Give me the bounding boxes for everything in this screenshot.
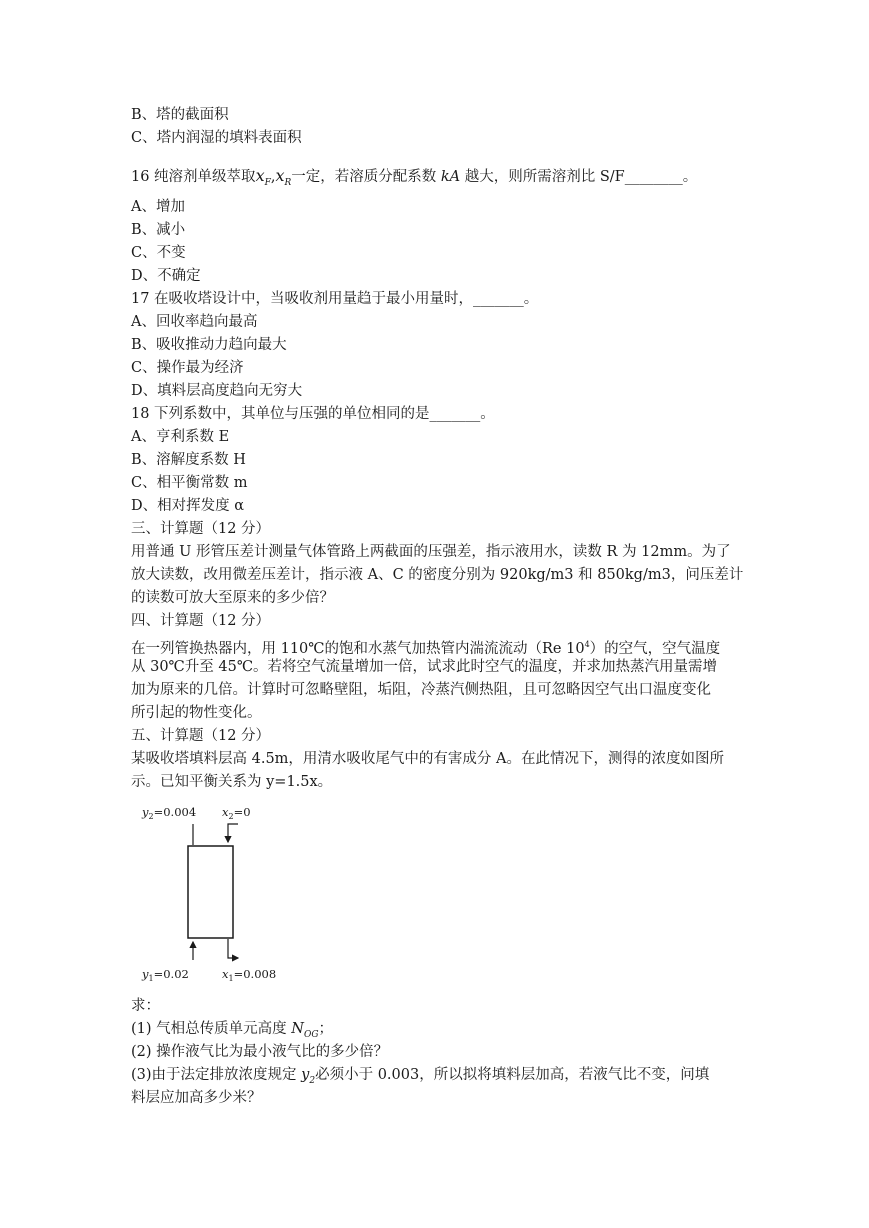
q18-option-c: C、相平衡常数 m (131, 475, 248, 491)
q18-option-a: A、亨利系数 E (131, 429, 230, 445)
nog-symbol: $N_{OG}$ (291, 1021, 319, 1040)
liquid-outlet-arrow (228, 939, 238, 958)
q16-stem (131, 164, 741, 195)
q17-option-a: A、回收率趋向最高 (131, 314, 258, 330)
q15-option-b: B、塔的截面积 (131, 107, 229, 123)
q16-option-b: B、减小 (131, 222, 186, 238)
y2-symbol: $y_2$ (301, 1067, 316, 1086)
section-3-line: 的读数可放大至原来的多少倍？ (131, 590, 334, 606)
exponent: 4 (584, 640, 590, 649)
ask-label: 求： (131, 998, 160, 1014)
sub-question-3: (3)由于法定排放浓度规定 $y_2$必须小于 0.003，所以拟将填料层加高，若液气比不变，问填 (131, 1067, 710, 1086)
sub-question-2: (2) 操作液气比为最小液气比的多少倍？ (131, 1044, 389, 1060)
section-5-line: 某吸收塔填料层高 4.5m，用清水吸收尾气中的有害成分 A。在此情况下，测得的浓度如图所 (131, 751, 724, 767)
section-3-title: 三、计算题（12 分） (131, 521, 271, 537)
q17-option-b: B、吸收推动力趋向最大 (131, 337, 287, 353)
section-4-line: 在一列管换热器内，用 110℃的饱和水蒸气加热管内湍流流动（Re $10^4$）的空气，空气温度 (131, 640, 721, 657)
q18-stem: 18 下列系数中，其单位与压强的单位相同的是_______。 (131, 406, 495, 422)
q16-option-a: A、增加 (131, 199, 185, 215)
section-4-line: 从 30℃升至 45℃。若将空气流量增加一倍，试求此时空气的温度，并求加热蒸汽用量需增 (131, 659, 718, 675)
ka-symbol: kA (440, 169, 461, 185)
section-5-line: 示。已知平衡关系为 y=1.5x。 (131, 774, 333, 790)
packed-tower (188, 846, 233, 938)
section-3-line: 用普通 U 形管压差计测量气体管路上两截面的压强差，指示液用水，读数 R 为 12mm。为了 (131, 544, 731, 560)
q16-option-c: C、不变 (131, 245, 186, 261)
q16-tail: 越大，则所需溶剂比 S/F________。 (460, 169, 698, 185)
xf-symbol: $x_F$ (255, 166, 271, 189)
q17-option-d: D、填料层高度趋向无穷大 (131, 383, 303, 399)
sub-question-3-cont: 料层应加高多少米？ (131, 1090, 262, 1106)
q18-option-b: B、溶解度系数 H (131, 452, 246, 468)
q16-option-d: D、不确定 (131, 268, 201, 284)
comma: , (270, 169, 276, 185)
sub-question-1: (1) 气相总传质单元高度 $N_{OG}$； (131, 1021, 334, 1040)
section-5-title: 五、计算题（12 分） (131, 728, 271, 744)
xr-symbol: $x_R$ (275, 166, 292, 189)
x2-label: $x_2=0$ (222, 805, 251, 821)
absorption-tower-diagram (138, 800, 298, 986)
q17-stem: 17 在吸收塔设计中，当吸收剂用量趋于最小用量时，_______。 (131, 291, 539, 307)
x1-label: $x_1=0.008$ (222, 967, 277, 983)
q15-option-c: C、塔内润湿的填料表面积 (131, 130, 302, 146)
q18-option-d: D、相对挥发度 α (131, 498, 245, 514)
q16-number: 16 纯溶剂单级萃取 (131, 169, 256, 185)
section-4-line: 所引起的物性变化。 (131, 705, 262, 721)
q17-option-c: C、操作最为经济 (131, 360, 244, 376)
section-3-line: 放大读数，改用微差压差计，指示液 A、C 的密度分别为 920kg/m3 和 850kg/m3，问压差计 (131, 567, 744, 583)
liquid-inlet-arrow (228, 824, 238, 842)
section-4-line: 加为原来的几倍。计算时可忽略壁阻，垢阻，冷蒸汽侧热阻，且可忽略因空气出口温度变化 (131, 682, 711, 698)
y2-label: $y_2=0.004$ (142, 805, 197, 821)
y1-label: $y_1=0.02$ (142, 967, 189, 983)
section-4-title: 四、计算题（12 分） (131, 613, 271, 629)
q16-mid: 一定，若溶质分配系数 (291, 169, 441, 185)
